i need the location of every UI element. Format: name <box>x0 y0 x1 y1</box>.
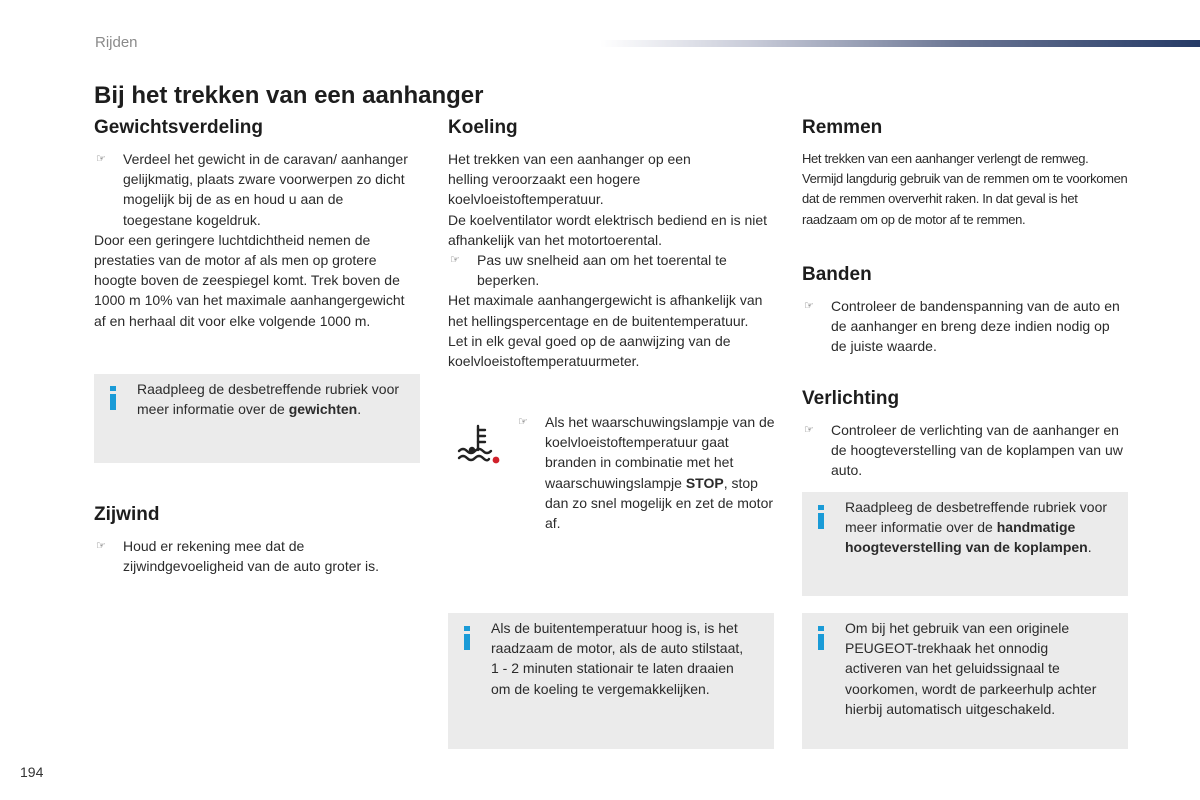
info-koeling-text: Als de buitentemperatuur hoog is, is het raadzaam de motor, als de auto stilstaat, 1 - 2 minuten stationair te laten draaien om de koeling te vergemakkelijken. <box>491 620 744 697</box>
bullet-koeling-text: Pas uw snelheid aan om het toerental te beperken. <box>477 252 727 289</box>
para-koeling-3: Het maximale aanhangergewicht is afhankelijk van het hellingspercentage en de buitentemperatuur. <box>448 292 763 329</box>
info-icon <box>818 626 826 650</box>
heading-verlichting: Verlichting <box>802 388 900 409</box>
bullet-zijwind-text: Houd er rekening mee dat de zijwindgevoeligheid van de auto groter is. <box>123 538 380 575</box>
hand-pointer-icon: ☞ <box>96 540 106 552</box>
info-icon <box>818 505 826 529</box>
hand-pointer-icon: ☞ <box>518 416 528 428</box>
info-box-koeling <box>448 613 774 749</box>
para-gewicht: Door een geringere luchtdichtheid nemen de prestaties van de motor af als men op grotere hoogte boven de zeespiegel komt. Trek boven de 1000 m 10% van het maximale aanhangergewicht af en herhaal dit voor elke volgende 1000 m. <box>94 231 405 329</box>
bullet-gewicht <box>94 149 414 230</box>
warning-coolant <box>516 412 776 533</box>
section-banden <box>802 264 1132 357</box>
hand-pointer-icon: ☞ <box>450 254 460 267</box>
warning-text: Als het waarschuwingslampje van de koelvloeistoftemperatuur gaat branden in combinatie met het waarschuwingslampje STOP, stop dan zo snel mogelijk en zet de motor af. <box>545 414 775 532</box>
page-title: Bij het trekken van een aanhanger <box>94 82 484 109</box>
info-box-gewichten <box>94 374 420 463</box>
para-koeling-2: De koelventilator wordt elektrisch bediend en is niet afhankelijk van het motortoerental. <box>448 211 768 248</box>
section-zijwind <box>94 504 424 576</box>
hand-pointer-icon: ☞ <box>96 153 106 165</box>
info-icon <box>110 386 118 410</box>
info-box-trekhaak <box>802 613 1128 749</box>
info-icon <box>464 626 472 650</box>
bullet-gewicht-text: Verdeel het gewicht in de caravan/ aanhanger gelijkmatig, plaats zware voorwerpen zo dicht mogelijk bij de as en houd u aan de toegestane kogeldruk. <box>123 151 408 228</box>
bullet-banden <box>802 296 1127 357</box>
hand-pointer-icon: ☞ <box>804 300 814 312</box>
page-number: 194 <box>20 764 44 780</box>
heading-koeling: Koeling <box>448 117 518 138</box>
hand-pointer-icon: ☞ <box>804 424 814 436</box>
bullet-koeling <box>448 250 768 290</box>
para-remmen: Het trekken van een aanhanger verlengt de remweg. Vermijd langdurig gebruik van de remmen om te voorkomen dat de remmen oververhit raken. In dat geval is het raadzaam om op de motor af te remmen. <box>802 151 1128 227</box>
header-section-label: Rijden <box>95 34 138 51</box>
column-left <box>94 117 424 331</box>
header-gradient-bar <box>600 40 1200 47</box>
bullet-banden-text: Controleer de bandenspanning van de auto en de aanhanger en breng deze indien nodig op de juiste waarde. <box>831 298 1120 355</box>
para-koeling-4: Let in elk geval goed op de aanwijzing van de koelvloeistoftemperatuurmeter. <box>448 332 731 370</box>
info-trekhaak-text: Om bij het gebruik van een originele PEUGEOT-trekhaak het onnodig activeren van het geluidssignaal te voorkomen, wordt de parkeerhulp achter hierbij automatisch uitgeschakeld. <box>845 620 1097 717</box>
bullet-zijwind <box>94 536 414 576</box>
info-box-verlichting <box>802 492 1128 596</box>
column-middle <box>448 117 778 371</box>
bullet-verlichting-text: Controleer de verlichting van de aanhanger en de hoogteverstelling van de koplampen van uw auto. <box>831 422 1123 479</box>
heading-gewichtsverdeling: Gewichtsverdeling <box>94 117 263 138</box>
info-gewichten-text: Raadpleeg de desbetreffende rubriek voor meer informatie over de gewichten. <box>137 381 400 418</box>
heading-banden: Banden <box>802 264 872 285</box>
section-verlichting <box>802 388 1132 481</box>
heading-remmen: Remmen <box>802 117 883 138</box>
column-right <box>802 117 1132 230</box>
bullet-verlichting <box>802 420 1127 481</box>
info-verlichting-text: Raadpleeg de desbetreffende rubriek voor meer informatie over de handmatige hoogteverstelling van de koplampen. <box>845 499 1108 556</box>
coolant-temperature-icon <box>453 422 503 466</box>
heading-zijwind: Zijwind <box>94 504 160 525</box>
para-koeling-1: Het trekken van een aanhanger op een helling veroorzaakt een hogere koelvloeistoftemperatuur. <box>448 151 691 208</box>
